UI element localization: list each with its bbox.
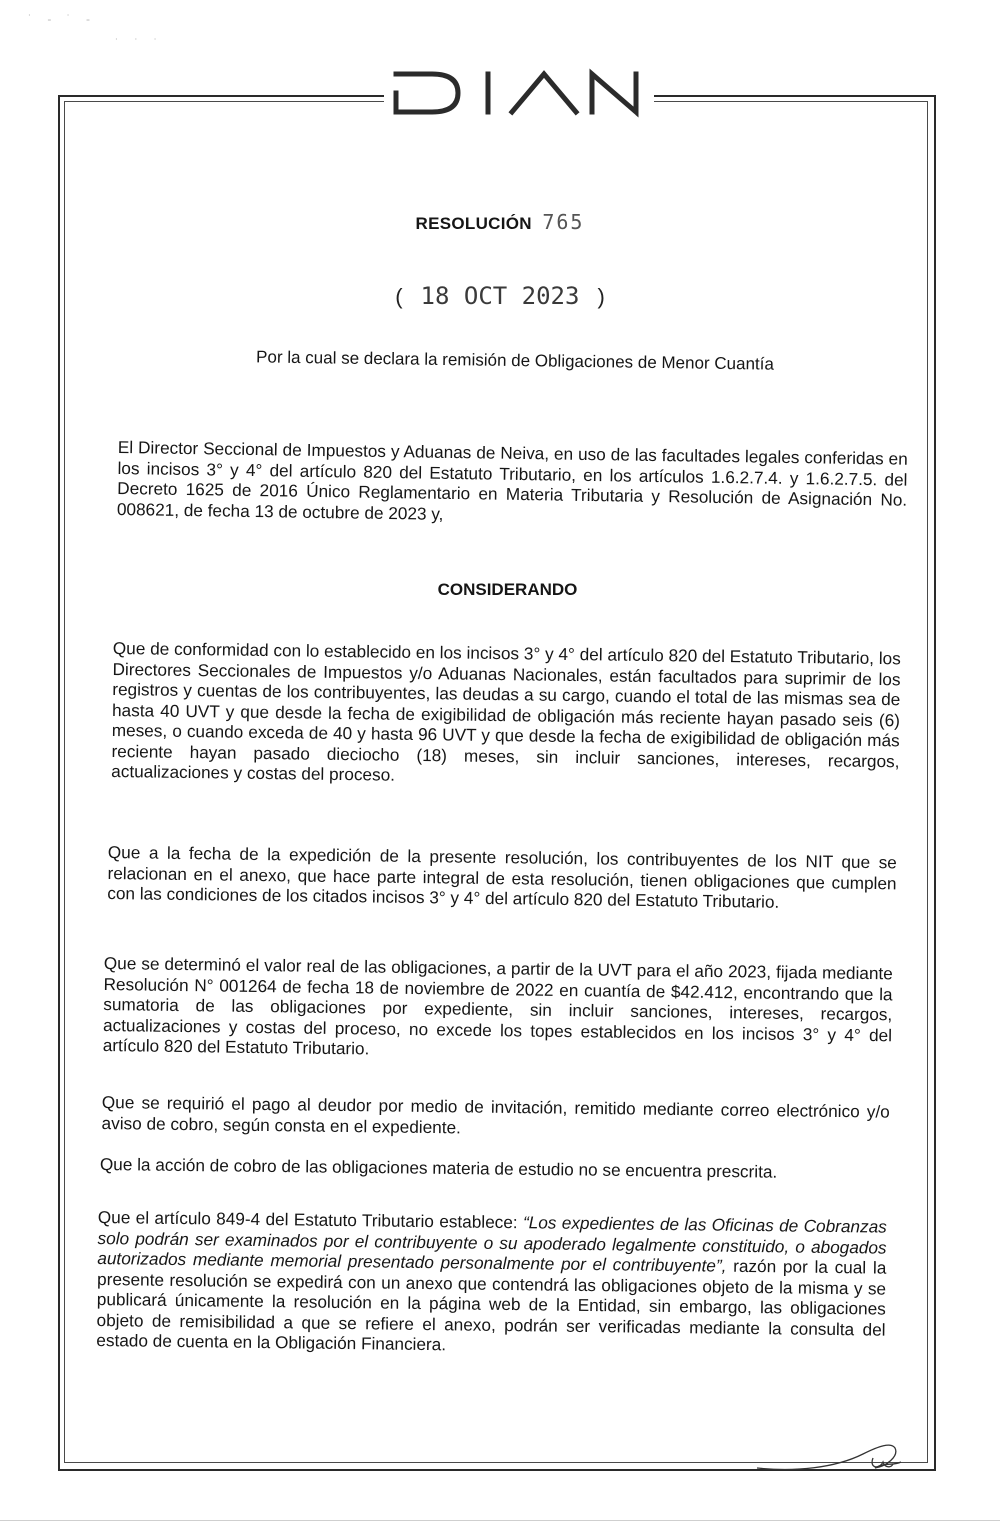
considerando-heading: CONSIDERANDO [437,580,578,599]
scan-speckles: ˙ ‐ ˙ ‐ [28,12,96,26]
considerando-paragraph-3: Que se determinó el valor real de las obligaciones, a partir de la UVT para el año 2023, fijada mediante Resolución N° 001264 de fecha 18 de noviembre de 2022 en cuantía de $42.412, encontrando que la sumatoria de las obligaciones por expediente, sin incluir sanciones, intereses, recargos, actualizaciones y costas del proceso, no excede los topes establecidos en los incisos 3° y 4° del artículo 820 del Estatuto Tributario. [102,953,893,1059]
resolution-title [0,210,1000,234]
considerando-paragraph-2: Que a la fecha de la expedición de la presente resolución, los contribuyentes de los NIT que se relacionan en el anexo, que hace parte integral de esta resolución, tienen obligaciones que cumplen con las condiciones de los citados incisos 3° y 4° del artículo 820 del Estatuto Tributario. [107,842,897,912]
date-paren-close: ) [597,284,605,309]
article-quote: “Los expedientes de las Oficinas de Cobranzas solo podrán ser examinados por el contribuyente o su apoderado legalmente constituido, o abogados autorizados mediante memorial presentado personalmente por el contribuyente”, [97,1212,887,1276]
article-intro: Que el artículo 849-4 del Estatuto Tributario establece: [97,1207,524,1233]
considerando-paragraph-6 [96,1207,887,1360]
resolution-number: 765 [542,210,585,234]
resolution-date-row [0,282,1000,310]
preamble-paragraph: El Director Seccional de Impuestos y Aduanas de Neiva, en uso de las facultades legales conferidas en los incisos 3° y 4° del artículo 820 del Estatuto Tributario, en los artículos 1.6.2.7.4. y 1.6.2.7.5. del Decreto 1625 de 2016 Único Reglamentario en Materia Tributaria y Resolución de Asignación No. 008621, de fecha 13 de octubre de 2023 y, [116,437,908,524]
resolution-date: 18 OCT 2023 [420,282,580,310]
date-paren-open: ( [395,284,403,309]
dian-logo-mark [384,62,654,124]
dian-logo [384,62,654,124]
resolution-subtitle: Por la cual se declara la remisión de Obligaciones de Menor Cuantía [255,347,775,374]
considerando-paragraph-4: Que se requirió el pago al deudor por medio de invitación, remitido mediante correo electrónico y/o aviso de cobro, según consta en el expediente. [101,1092,890,1137]
resolution-label: RESOLUCIÓN [415,214,532,233]
scan-bottom-edge [0,1520,1000,1521]
scan-speckles: ˙ ˙ ˙ [115,36,164,50]
considerando-paragraph-1: Que de conformidad con lo establecido en los incisos 3° y 4° del artículo 820 del Estatuto Tributario, los Directores Seccionales de Impuestos y/o Aduanas Nacionales, están facultados para suprimir de los registros y cuentas de los contribuyentes, las deudas a su cargo, cuando el total de las mismas sea de hasta 40 UVT y que desde la fecha de exigibilidad de obligación más reciente hayan pasado seis (6) meses, o cuando exceda de 40 y hasta 96 UVT y que desde la fecha de exigibilidad de obligación más reciente hayan pasado dieciocho (18) meses, sin incluir sanciones, intereses, recargos, actualizaciones y costas del proceso. [111,638,901,785]
handwritten-initials [755,1428,905,1478]
article-rest: razón por la cual la presente resolución se expedirá con un anexo que contendrá las obligaciones objeto de la misma y se publicará únicamente la resolución en la página web de la Entidad, sin embargo, las obligaciones objeto de remisibilidad a que se refiere el anexo, podrán ser verificadas mediante la consulta del estado de cuenta en la Obligación Financiera. [96,1255,887,1355]
considerando-paragraph-5: Que la acción de cobro de las obligaciones materia de estudio no se encuentra prescrita. [99,1154,778,1182]
